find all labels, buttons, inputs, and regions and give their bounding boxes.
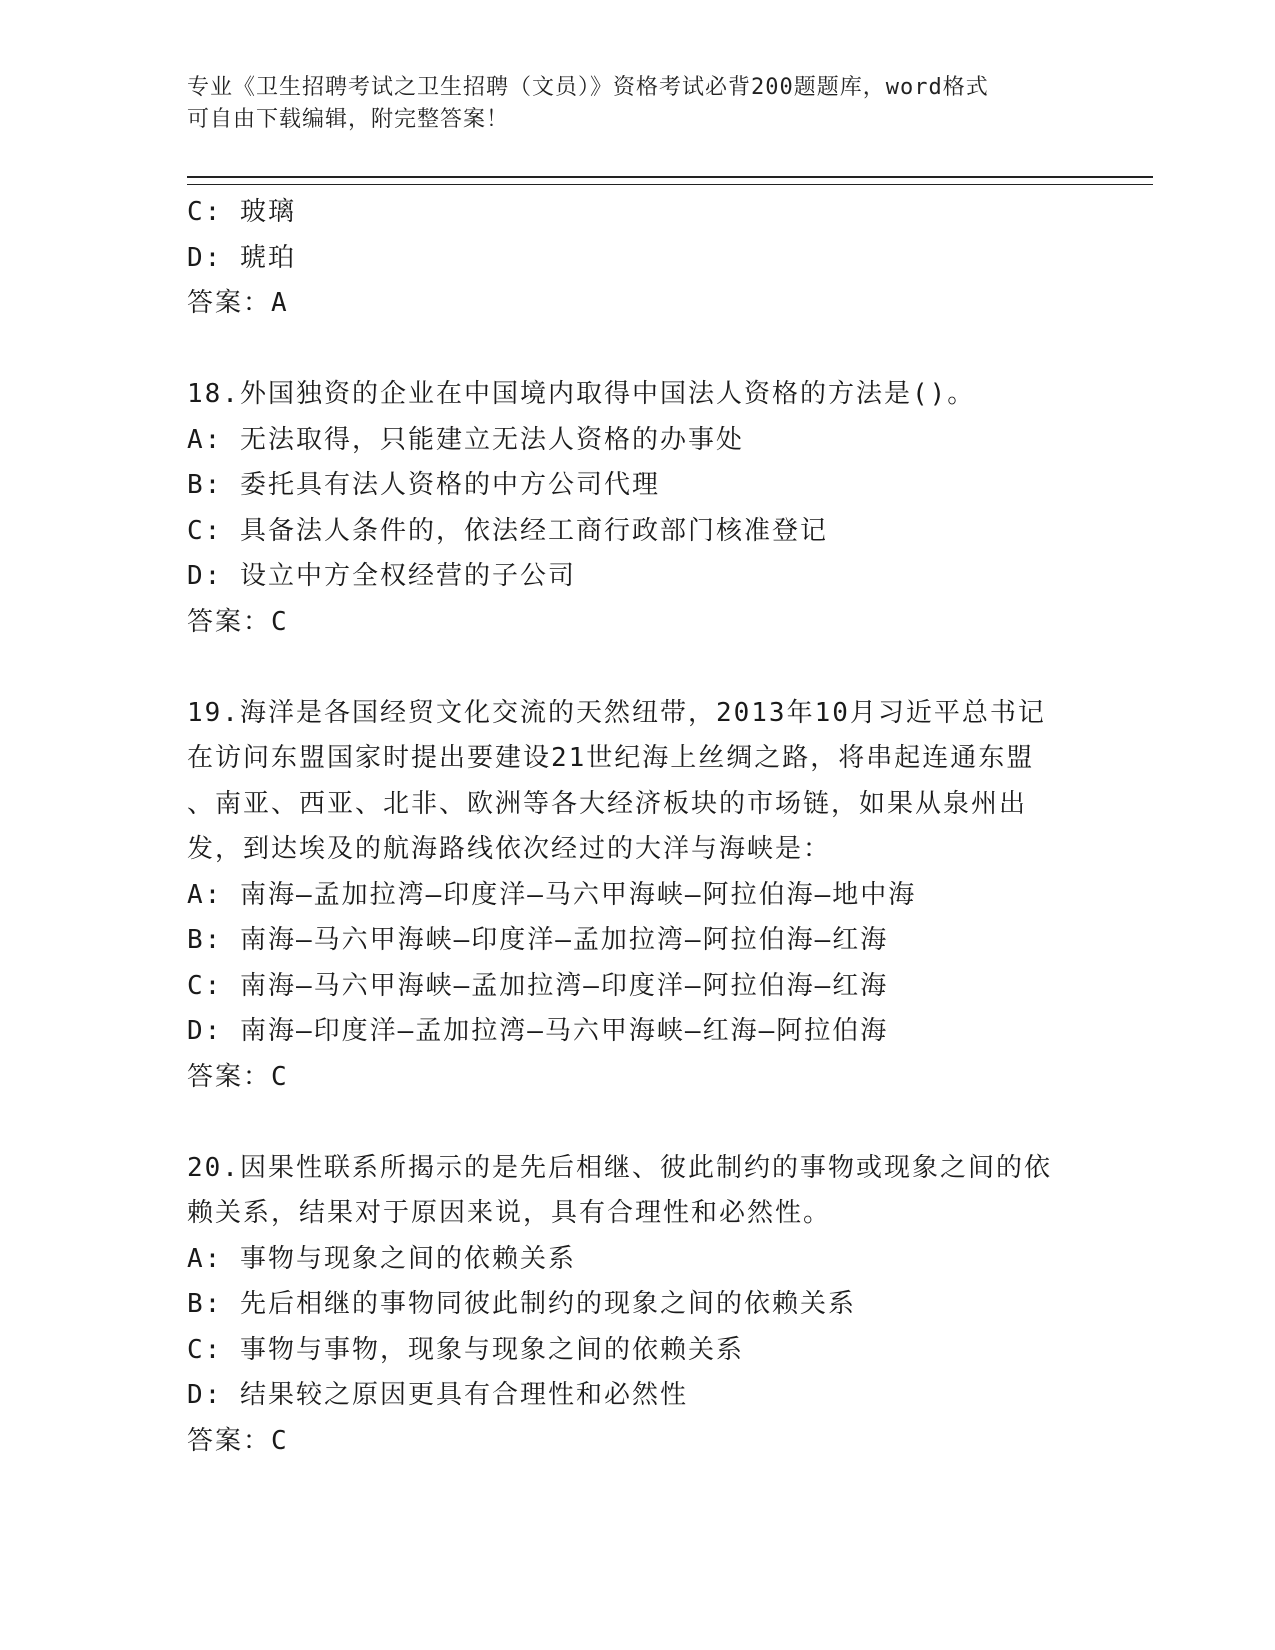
option-b: B: 南海—马六甲海峡—印度洋—孟加拉湾—阿拉伯海—红海 [187,925,889,955]
option-c: C: 具备法人条件的，依法经工商行政部门核准登记 [187,515,828,546]
option-a: A: 无法取得，只能建立无法人资格的办事处 [187,424,744,455]
question-20 [187,1146,1087,1465]
answer-line: 答案：C [187,1425,289,1456]
option-d: D: 设立中方全权经营的子公司 [187,561,576,591]
header-title-line-1: 专业《卫生招聘考试之卫生招聘（文员）》资格考试必背200题题库，word格式 [187,75,989,100]
option-b: B: 委托具有法人资格的中方公司代理 [187,470,660,500]
question-19 [187,691,1087,1101]
question-18 [187,372,1087,645]
option-d: D: 南海—印度洋—孟加拉湾—马六甲海峡—红海—阿拉伯海 [187,1016,889,1046]
option-a: A: 南海—孟加拉湾—印度洋—马六甲海峡—阿拉伯海—地中海 [187,879,917,910]
question-17 [187,190,1087,327]
answer-line: 答案：C [187,1061,289,1092]
answer-line: 答案：C [187,606,289,637]
spacer [187,645,1087,691]
question-stem-line-2: 赖关系，结果对于原因来说，具有合理性和必然性。 [187,1198,832,1228]
question-stem: 18.外国独资的企业在中国境内取得中国法人资格的方法是()。 [187,379,976,409]
option-b: B: 先后相继的事物同彼此制约的现象之间的依赖关系 [187,1289,856,1319]
question-stem-line-3: 、南亚、西亚、北非、欧洲等各大经济板块的市场链，如果从泉州出 [187,788,1028,819]
option-c: C: 南海—马六甲海峡—孟加拉湾—印度洋—阿拉伯海—红海 [187,970,889,1001]
question-stem-line-1: 20.因果性联系所揭示的是先后相继、彼此制约的事物或现象之间的依 [187,1152,1052,1183]
question-stem-line-2: 在访问东盟国家时提出要建设21世纪海上丝绸之路，将串起连通东盟 [187,743,1035,773]
option-d: D: 琥珀 [187,242,296,273]
option-a: A: 事物与现象之间的依赖关系 [187,1243,576,1274]
document-header [187,72,1087,136]
option-c: C: 事物与事物，现象与现象之间的依赖关系 [187,1334,744,1365]
option-d: D: 结果较之原因更具有合理性和必然性 [187,1380,688,1410]
spacer [187,327,1087,373]
question-list [187,190,1087,1464]
answer-line: 答案：A [187,288,289,318]
spacer [187,1100,1087,1146]
header-title-line-2: 可自由下载编辑，附完整答案！ [187,107,510,132]
question-stem-line-1: 19.海洋是各国经贸文化交流的天然纽带，2013年10月习近平总书记 [187,697,1046,728]
header-divider [187,176,1153,185]
option-c: C: 玻璃 [187,197,296,227]
question-stem-line-4: 发，到达埃及的航海路线依次经过的大洋与海峡是： [187,834,832,864]
